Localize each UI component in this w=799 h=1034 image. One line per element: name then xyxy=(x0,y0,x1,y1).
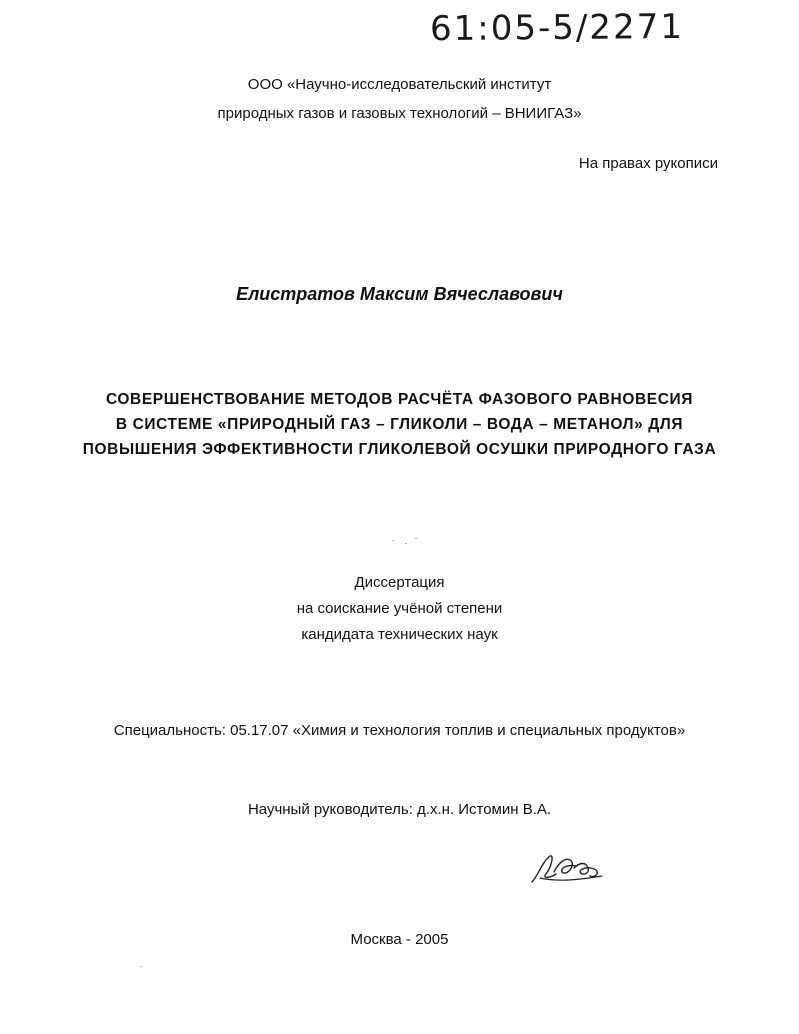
archive-code-handwritten: 61:05-5/2271 xyxy=(429,6,685,50)
dissertation-line-3: кандидата технических наук xyxy=(301,626,498,643)
organization-name xyxy=(0,70,799,128)
signature-icon xyxy=(528,848,608,888)
author-name: Елистратов Максим Вячеславович xyxy=(236,284,563,304)
organization-line-2: природных газов и газовых технологий – ВНИИГАЗ» xyxy=(217,105,582,122)
dissertation-line-1: Диссертация xyxy=(354,574,445,591)
scan-speck xyxy=(140,966,142,967)
scan-speck xyxy=(405,543,407,544)
speciality: Специальность: 05.17.07 «Химия и технология топлив и специальных продуктов» xyxy=(113,722,686,739)
organization-line-1: ООО «Научно-исследовательский институт xyxy=(247,76,552,93)
scan-speck xyxy=(392,540,394,541)
title-line-1: СОВЕРШЕНСТВОВАНИЕ МЕТОДОВ РАСЧЁТА ФАЗОВОГО РАВНОВЕСИЯ xyxy=(105,391,694,408)
dissertation-line-2: на соискание учёной степени xyxy=(296,600,503,617)
city-and-year: Москва - 2005 xyxy=(350,931,449,948)
dissertation-title xyxy=(0,387,799,462)
scientific-advisor: Научный руководитель: д.х.н. Истомин В.А. xyxy=(247,801,552,818)
rights-note: На правах рукописи xyxy=(578,155,718,172)
title-line-2: В СИСТЕМЕ «ПРИРОДНЫЙ ГАЗ – ГЛИКОЛИ – ВОДА – МЕТАНОЛ» ДЛЯ xyxy=(115,416,684,433)
title-line-3: ПОВЫШЕНИЯ ЭФФЕКТИВНОСТИ ГЛИКОЛЕВОЙ ОСУШКИ ПРИРОДНОГО ГАЗА xyxy=(82,441,717,458)
dissertation-type xyxy=(0,570,799,648)
scan-speck xyxy=(415,538,417,539)
